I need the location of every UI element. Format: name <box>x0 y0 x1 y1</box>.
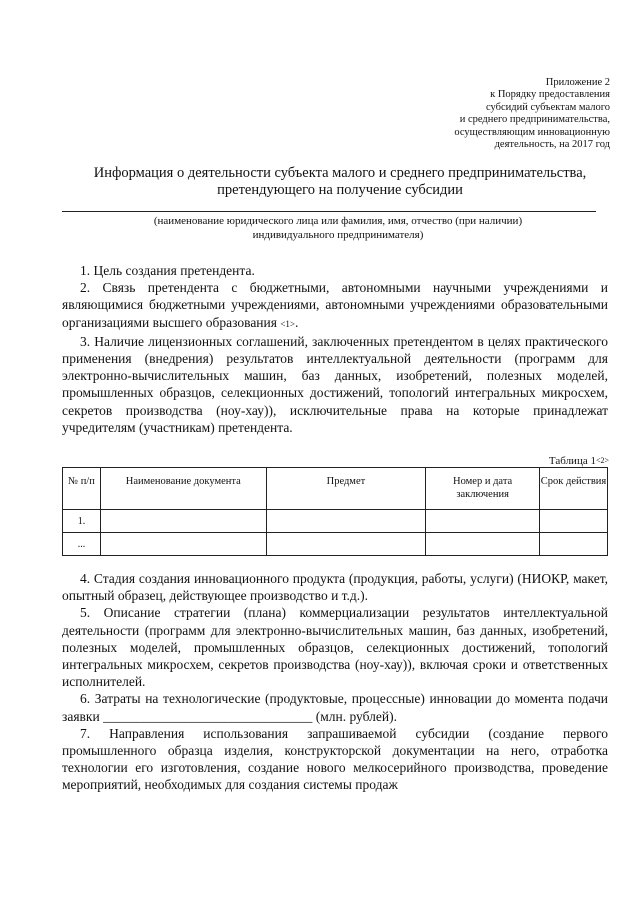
item-2-text: 2. Связь претендента с бюджетными, автономными научными учреждениями и являющимися бюджетными учреждениями, автономными учреждениями образовательными организациями высшего образования <box>62 280 608 330</box>
item-6: 6. Затраты на технологические (продуктовые, процессные) инновации до момента подачи заявки _______________________________ (млн. рублей). <box>62 691 608 724</box>
item-3: 3. Наличие лицензионных соглашений, заключенных претендентом в целях практического применения (внедрения) результатов интеллектуальной деятельности (программ для электронно-вычислительных машин, баз данных, изобретений, полезных моделей, промышленных образцов, селекционных достижений, топологий интегральных микросхем, секретов производства (ноу-хау)), исключительные права на которые принадлежат учредителям (участникам) претендента. <box>62 333 608 435</box>
table-cell <box>266 510 426 533</box>
col-header-document: Наименование документа <box>100 468 266 510</box>
caption-line-1: (наименование юридического лица или фамилия, имя, отчество (при наличии) <box>153 215 523 227</box>
appendix-line: субсидий субъектам малого <box>486 101 610 113</box>
appendix-line: и среднего предпринимательства, <box>459 114 610 126</box>
table-cell: 1. <box>63 510 101 533</box>
document-title <box>60 165 620 199</box>
footnote-ref-1: <1> <box>280 318 295 329</box>
name-caption <box>60 215 616 242</box>
appendix-line: Приложение 2 <box>545 77 610 88</box>
item-7: 7. Направления использования запрашиваемой субсидии (создание первого промышленного образца изделия, конструкторской документации на него, отработка технологии его изготовления, создание нового мелкосерийного производства, проведение мероприятий, необходимых для создания системы продаж <box>62 725 608 793</box>
table-caption-text: Таблица 1 <box>548 455 596 467</box>
item-5: 5. Описание стратегии (плана) коммерциализации результатов интеллектуальной деятельности (программ для электронно-вычислительных машин, баз данных, изобретений, полезных моделей, промышленных образцов, селекционных достижений, топологий интегральных микросхем, секретов производства (ноу-хау)), включая сроки и ответственных исполнителей. <box>62 605 608 690</box>
appendix-line: к Порядку предоставления <box>490 89 610 101</box>
title-line-1: Информация о деятельности субъекта малого и среднего предпринимательства, <box>93 165 587 181</box>
table-row <box>63 510 608 533</box>
appendix-note <box>454 77 610 151</box>
table-cell <box>266 533 426 556</box>
caption-line-2: индивидуального предпринимателя) <box>252 228 424 241</box>
table-row <box>63 533 608 556</box>
table-header-row <box>63 468 608 510</box>
col-header-number: № п/п <box>63 468 101 510</box>
table-cell: ... <box>63 533 101 556</box>
items-block-2 <box>62 570 608 794</box>
license-table <box>62 467 608 556</box>
item-2: 2. Связь претендента с бюджетными, автономными научными учреждениями и являющимися бюджетными учреждениями, автономными учреждениями образовательными организациями высшего образования <1>. <box>62 280 608 330</box>
table-caption <box>549 455 609 467</box>
appendix-line: осуществляющим инновационную <box>454 126 610 138</box>
footnote-ref-2: <2> <box>595 456 609 465</box>
name-fill-line <box>62 211 596 212</box>
col-header-term: Срок действия <box>540 468 608 510</box>
appendix-line: деятельность, на 2017 год <box>494 139 610 151</box>
item-4: 4. Стадия создания инновационного продукта (продукция, работы, услуги) (НИОКР, макет, опытный образец, действующее производство и т.д.). <box>62 571 608 604</box>
table-cell <box>540 510 608 533</box>
items-block-1 <box>62 262 608 436</box>
col-header-subject: Предмет <box>266 468 426 510</box>
col-header-number-date: Номер и дата заключения <box>426 468 540 510</box>
table-cell <box>540 533 608 556</box>
table-cell <box>426 510 540 533</box>
table-cell <box>426 533 540 556</box>
table-cell <box>100 510 266 533</box>
table-cell <box>100 533 266 556</box>
title-line-2: претендующего на получение субсидии <box>217 182 463 198</box>
item-1: 1. Цель создания претендента. <box>80 263 255 278</box>
